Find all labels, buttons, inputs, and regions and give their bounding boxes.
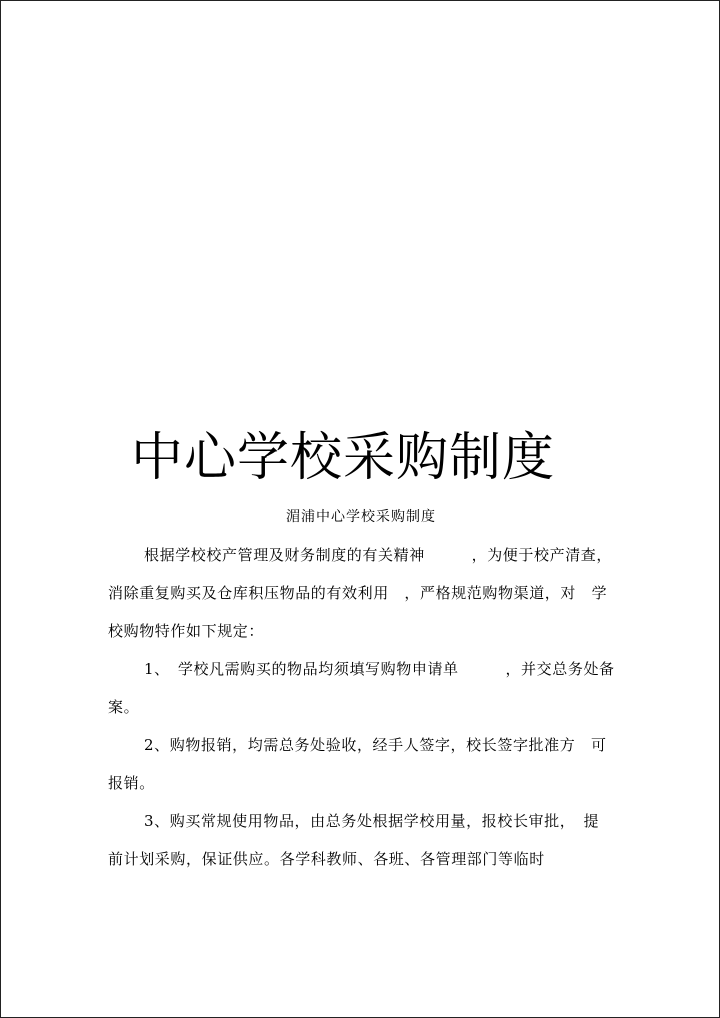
clause-3-line-2: 前计划采购，保证供应。各学科教师、各班、各管理部门等临时 (108, 850, 545, 868)
paragraph-line-2: 消除重复购买及仓库积压物品的有效利用 ，严格规范购物渠道，对 学 (108, 584, 608, 602)
document-subtitle: 湄浦中心学校采购制度 (286, 509, 436, 525)
clause-3-line-1: 3、购买常规使用物品，由总务处根据学校用量，报校长审批， 提 (144, 812, 600, 830)
clause-2-line-1: 2、购物报销，均需总务处验收，经手人签字，校长签字批准方 可 (144, 736, 607, 754)
paragraph-line-3: 校购物特作如下规定： (108, 622, 265, 640)
clause-2-line-2: 报销。 (108, 774, 155, 792)
document-title: 中心学校采购制度 (131, 428, 556, 488)
clause-1-line-1: 1、 学校凡需购买的物品均须填写购物申请单 ，并交总务处备 (144, 660, 615, 678)
paragraph-line-1: 根据学校校产管理及财务制度的有关精神 ，为便于校产清查， (144, 546, 613, 564)
clause-1-line-2: 案。 (108, 698, 140, 716)
